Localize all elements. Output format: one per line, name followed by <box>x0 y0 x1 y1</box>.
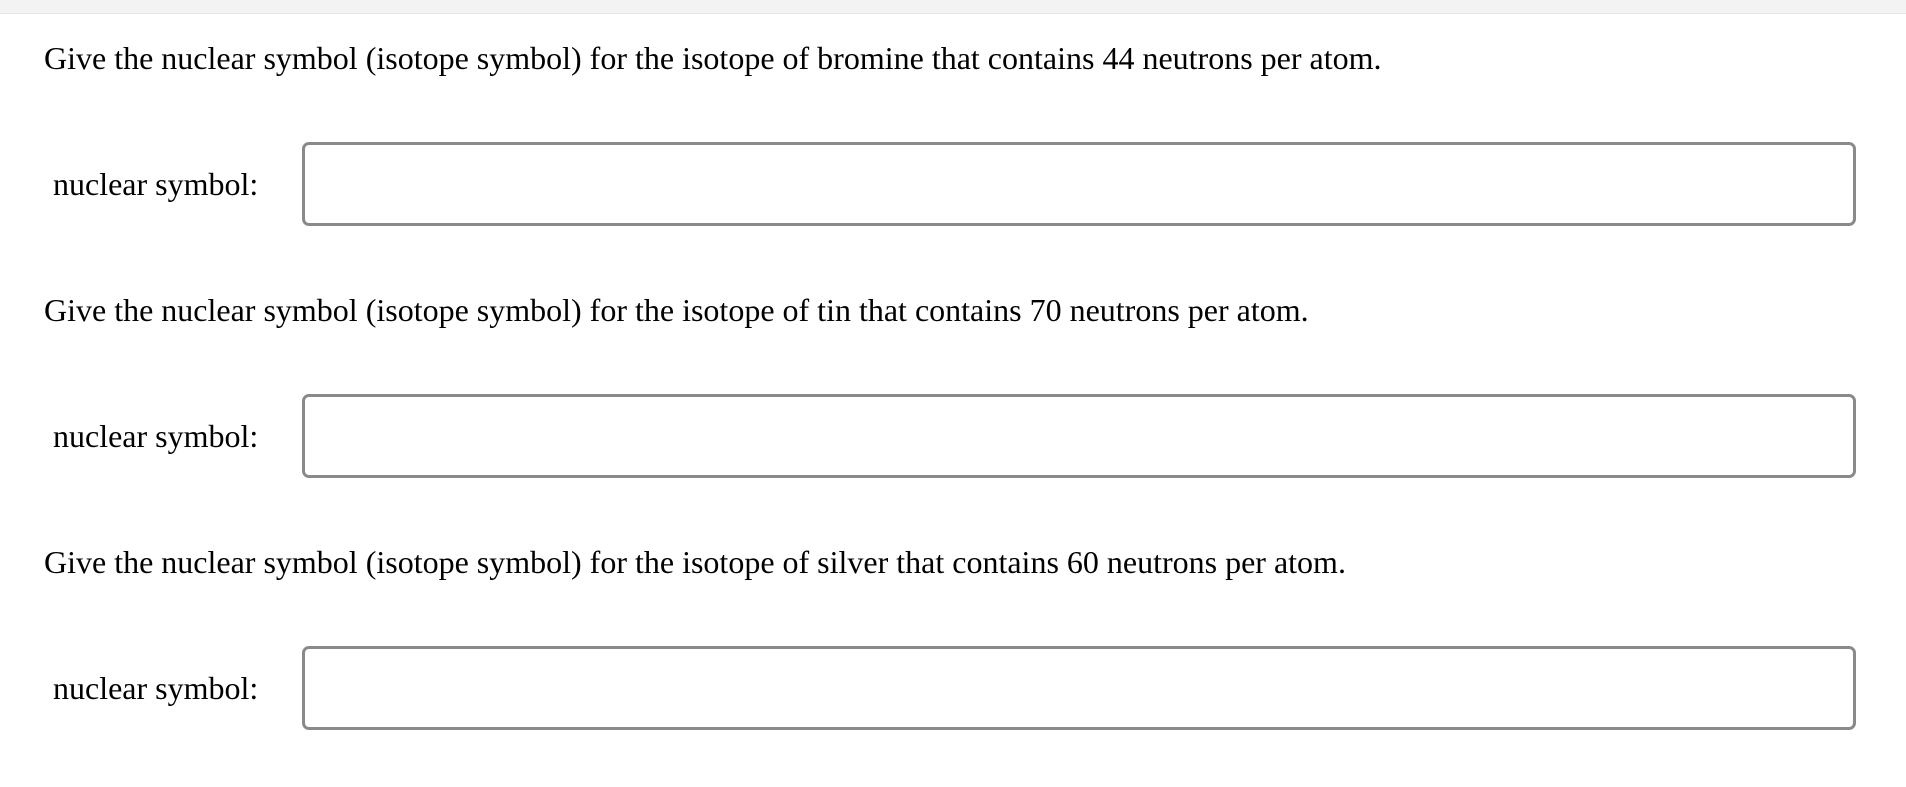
answer-row-bromine <box>0 142 1906 226</box>
silver-nuclear-symbol-input[interactable] <box>302 646 1856 730</box>
bromine-nuclear-symbol-input[interactable] <box>302 142 1856 226</box>
top-strip <box>0 0 1906 14</box>
answer-row-tin <box>0 394 1906 478</box>
answer-row-silver <box>0 646 1906 730</box>
tin-nuclear-symbol-input[interactable] <box>302 394 1856 478</box>
nuclear-symbol-label: nuclear symbol: <box>53 418 259 454</box>
nuclear-symbol-label: nuclear symbol: <box>53 166 259 202</box>
nuclear-symbol-label: nuclear symbol: <box>53 670 259 706</box>
question-tin-prompt: Give the nuclear symbol (isotope symbol) for the isotope of tin that contains 70 neutrons per atom. <box>44 292 1309 328</box>
question-silver-prompt: Give the nuclear symbol (isotope symbol) for the isotope of silver that contains 60 neutrons per atom. <box>44 544 1346 580</box>
question-bromine-prompt: Give the nuclear symbol (isotope symbol) for the isotope of bromine that contains 44 neutrons per atom. <box>44 40 1382 76</box>
